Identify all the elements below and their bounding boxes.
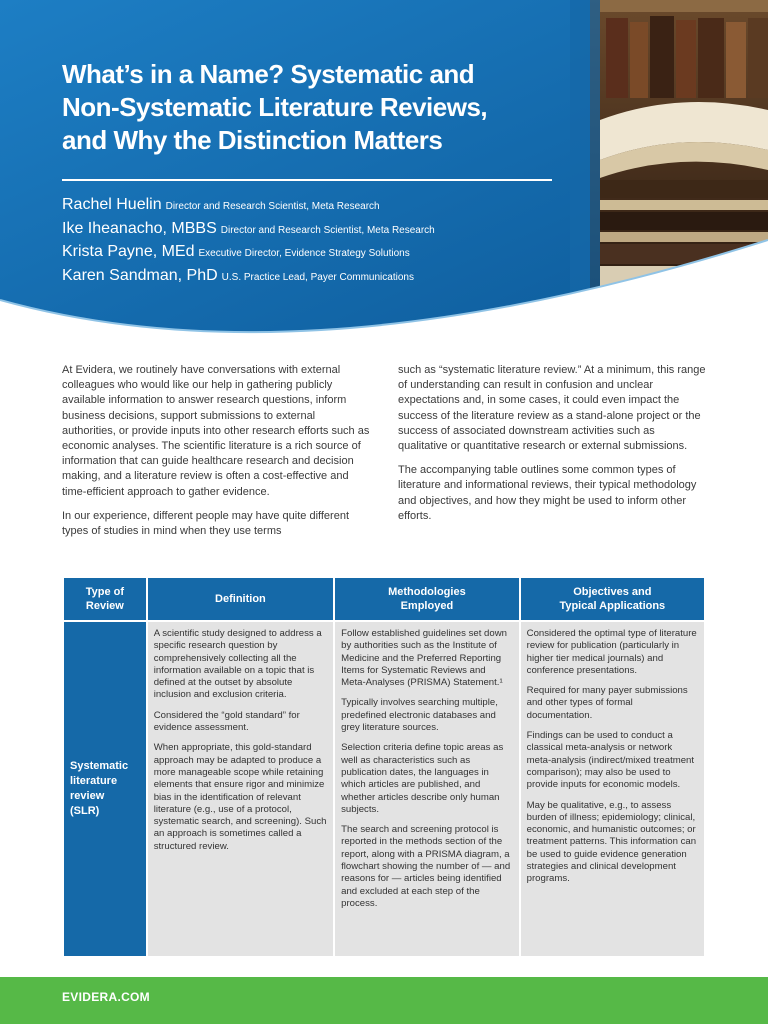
cell-paragraph: When appropriate, this gold-standard approach may be adapted to produce a more manageable scope while retaining elements that ensure rigor and minimize bias in the identification of relevant literature (e.g., use of a protocol, systematic search, and screening). Such an approach is sometimes called a structured review. [153,742,327,852]
title-divider [62,179,552,181]
author-role: U.S. Practice Lead, Payer Communications [221,271,414,283]
review-types-table [62,576,706,958]
author-list [62,196,582,290]
objectives-cell [521,622,704,956]
body-column-right [398,363,706,533]
cell-paragraph: May be qualitative, e.g., to assess burden of illness; epidemiology; clinical, economic, and humanistic outcomes; or treatment patterns. This information can be used to guide evidence generation strategies and clinical development programs. [526,799,697,885]
cell-paragraph: Findings can be used to conduct a classical meta-analysis or network meta-analysis (indirect/mixed treatment comparison); may also be used to provide inputs for economic models. [526,730,695,791]
header-background [0,0,768,345]
author-role: Executive Director, Evidence Strategy Solutions [198,248,410,259]
cell-paragraph: Required for many payer submissions and other types of formal documentation. [526,685,688,721]
body-paragraph: At Evidera, we routinely have conversations with external colleagues who would like our help in gathering publicly available information to answer research questions, inform business decisions, support submissions to external authorities, or provide inputs into other research efforts such as economic analyses. The scientific literature is a rich source of information that can guide healthcare research and decision making, and a literature review is often a cost-effective and time-efficient approach to gather evidence. [62,364,370,498]
author-role: Director and Research Scientist, Meta Research [220,224,435,236]
author-name: Karen Sandman, PhD [62,266,218,284]
table-row [64,622,704,956]
cell-paragraph: Considered the “gold standard” for evidence assessment. [153,709,300,734]
definition-cell [148,622,333,956]
cell-paragraph: Selection criteria define topic areas as well as characteristics such as publication dates, the languages in which articles are published, and whether articles describe only human subjects. [341,742,504,815]
author-role: Director and Research Scientist, Meta Research [165,201,380,212]
author-item [62,196,582,220]
cell-paragraph: Considered the optimal type of literature review for publication (particularly in higher tier medical journals) and conference presentations. [526,628,697,676]
author-item [62,220,582,244]
cell-paragraph: The search and screening protocol is reported in the methods section of the report, along with a PRISMA diagram, a flowchart showing the number of — and reasons for — articles being identified and excluded at each step of the process. [341,824,511,909]
body-paragraph: In our experience, different people may have quite different types of studies in mind when they use terms [62,509,350,538]
column-header-definition: Definition [148,578,333,620]
body-paragraph: such as “systematic literature review.” At a minimum, this range of understanding can result in confusion and unclear expectations and, in some cases, it could even impact the success of the literature review as a stand-alone project or the success of associated downstream activities such as qualitative or quantitative research or external submissions. [398,364,706,453]
column-header-methodologies: Methodologies Employed [335,578,519,620]
author-item [62,243,582,267]
author-name: Ike Iheanacho, MBBS [62,219,217,237]
column-header-objectives: Objectives and Typical Applications [521,578,704,620]
review-type-cell: Systematic literature review (SLR) [64,622,146,956]
table-header-row [64,578,704,620]
author-name: Krista Payne, MEd [62,243,195,260]
website-link[interactable]: EVIDERA.COM [62,990,150,1004]
cell-paragraph: A scientific study designed to address a specific research question by comprehensively collecting all the information available on a topic that is defined at the outset by absolute inclusion and exclusion criteria. [153,628,322,701]
body-column-left [62,363,370,548]
cell-paragraph: Typically involves searching multiple, predefined electronic databases and grey literature sources. [341,697,498,734]
author-name: Rachel Huelin [62,196,162,213]
methodologies-cell [335,622,519,956]
author-item [62,267,582,291]
column-header-type: Type of Review [64,578,146,620]
body-paragraph: The accompanying table outlines some common types of literature and informational reviews, their typical methodology and objectives, and how they might be used to inform other efforts. [398,464,697,522]
footer-bar [0,977,768,1024]
header-banner [0,0,768,345]
cell-paragraph: Follow established guidelines set down by authorities such as the Institute of Medicine and the Preferred Reporting Items for Systematic Reviews and Meta-Analyses (PRISMA) Statement.¹ [341,628,507,689]
page-title: What’s in a Name? Systematic and Non-Systematic Literature Reviews, and Why the Distinction Matters [62,59,488,155]
